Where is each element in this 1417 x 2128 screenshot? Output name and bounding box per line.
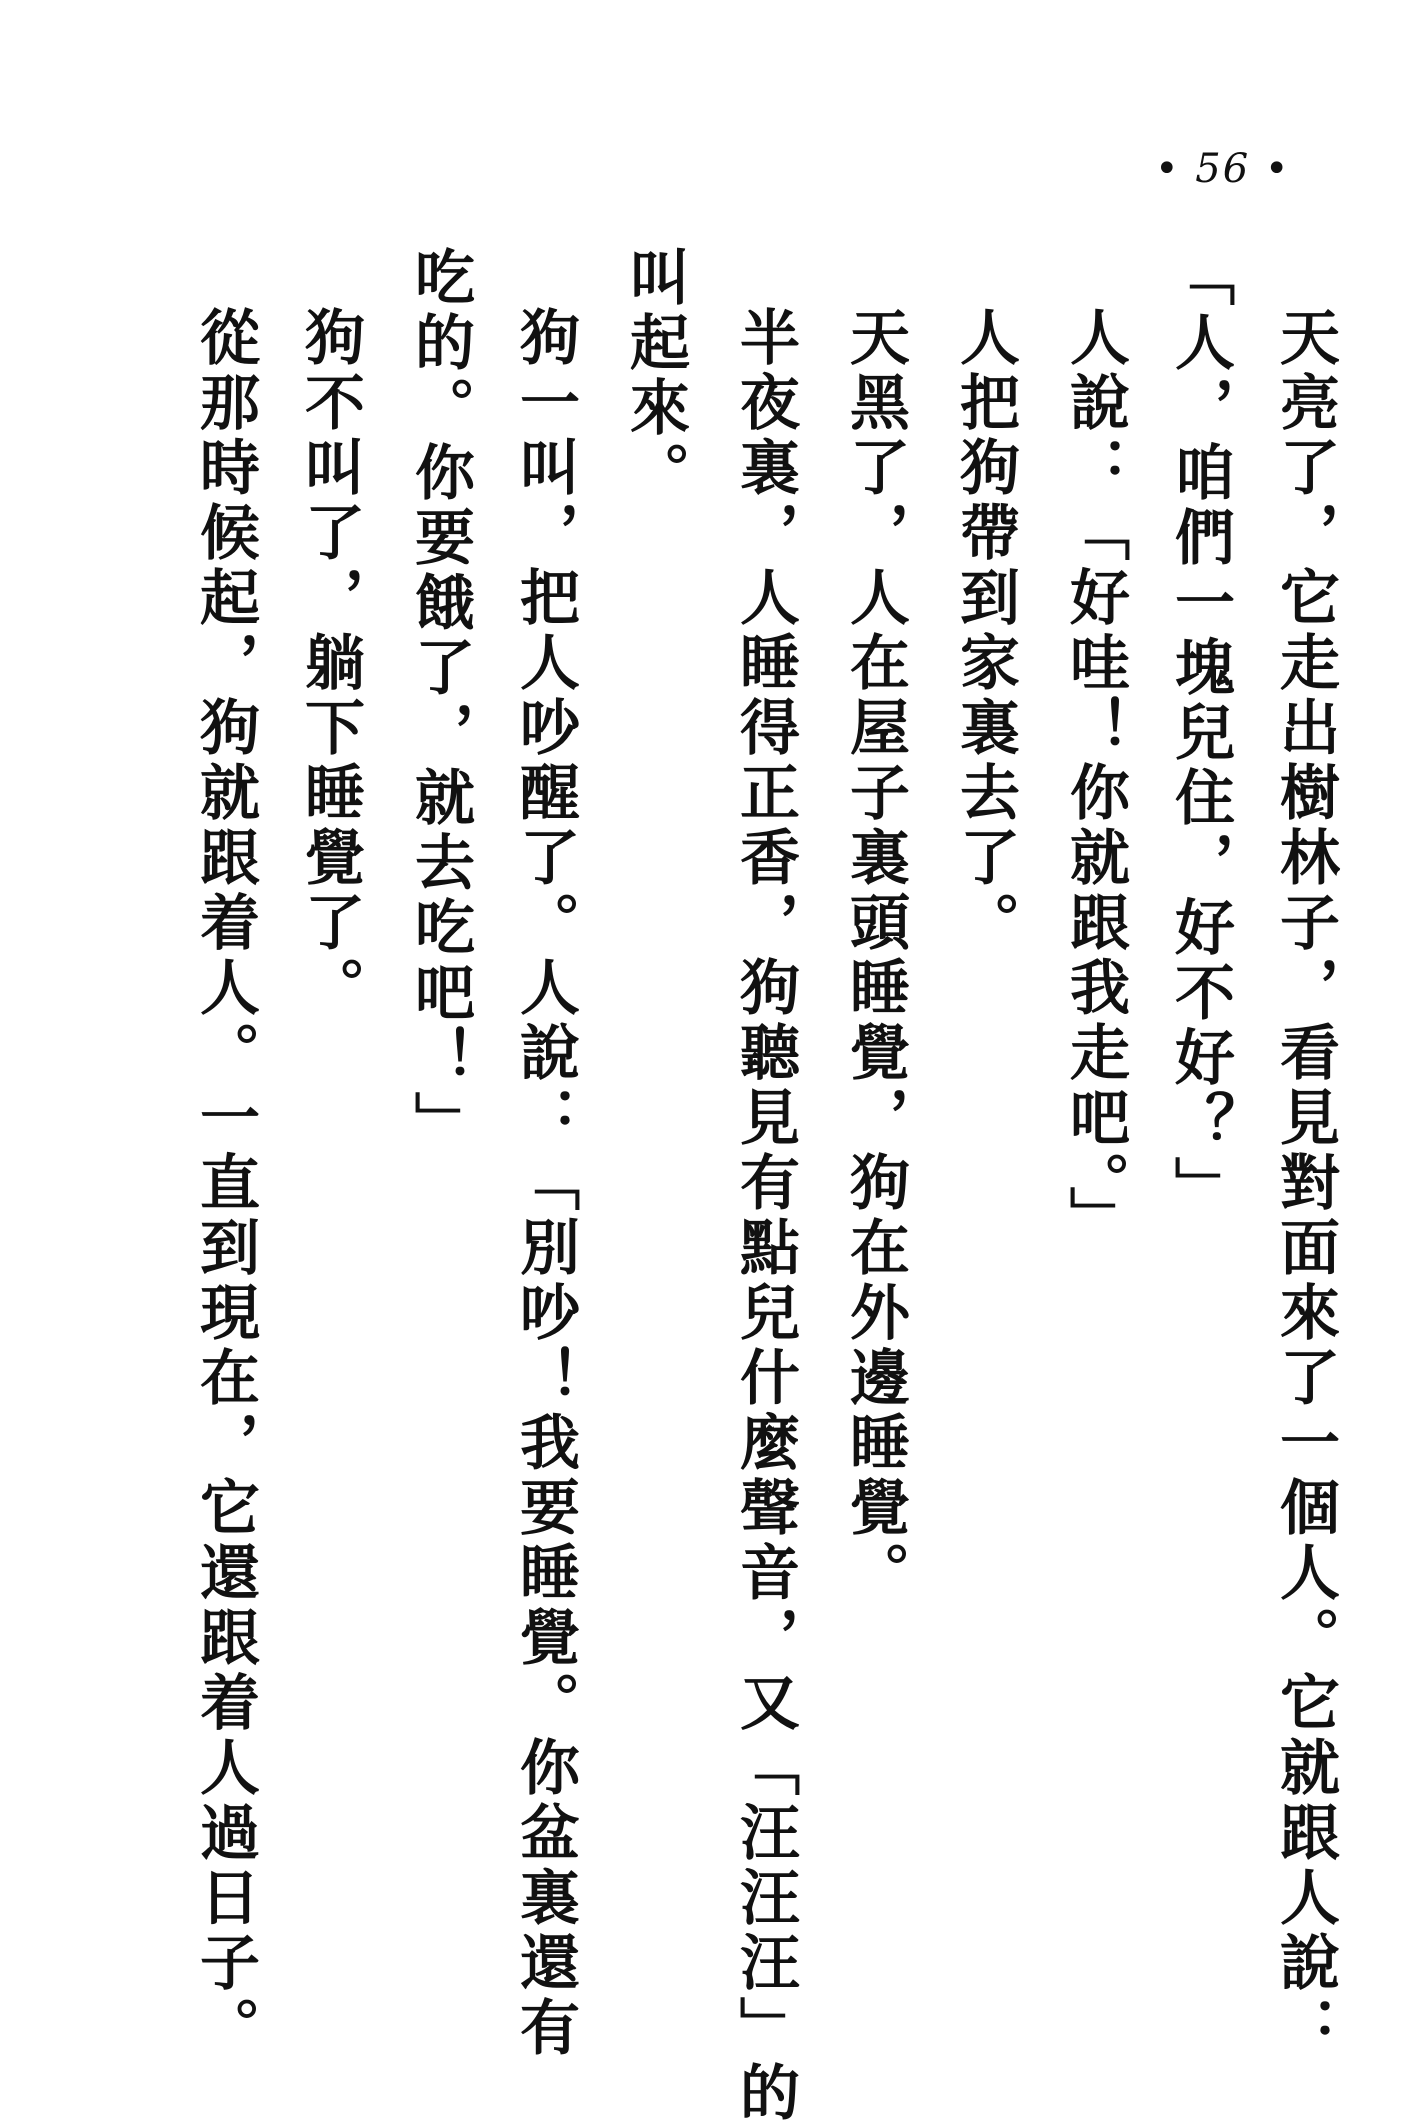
- text-column-9: 吃的。你要餓了，就去吃吧！」: [405, 246, 475, 1156]
- text-column-8: 狗一叫，把人吵醒了。人說：「別吵！我要睡覺。你盆裏還有: [510, 306, 580, 2061]
- text-column-1: 天亮了，它走出樹林子，看見對面來了一個人。它就跟人說：: [1270, 306, 1340, 2061]
- text-column-11: 從那時候起，狗就跟着人。一直到現在，它還跟着人過日子。: [190, 306, 260, 2061]
- text-column-7: 叫起來。: [620, 246, 690, 506]
- text-column-5: 天黑了，人在屋子裏頭睡覺，狗在外邊睡覺。: [840, 306, 910, 1606]
- text-column-6: 半夜裏，人睡得正香，狗聽見有點兒什麼聲音，又「汪汪汪」的: [730, 306, 800, 2126]
- text-column-3: 人說：「好哇！你就跟我走吧。」: [1060, 306, 1130, 1251]
- page-number: • 56 •: [1155, 146, 1291, 192]
- text-column-4: 人把狗帶到家裏去了。: [950, 306, 1020, 956]
- text-column-2: 「人，咱們一塊兒住，好不好？」: [1165, 246, 1235, 1221]
- text-column-10: 狗不叫了，躺下睡覺了。: [295, 306, 365, 1021]
